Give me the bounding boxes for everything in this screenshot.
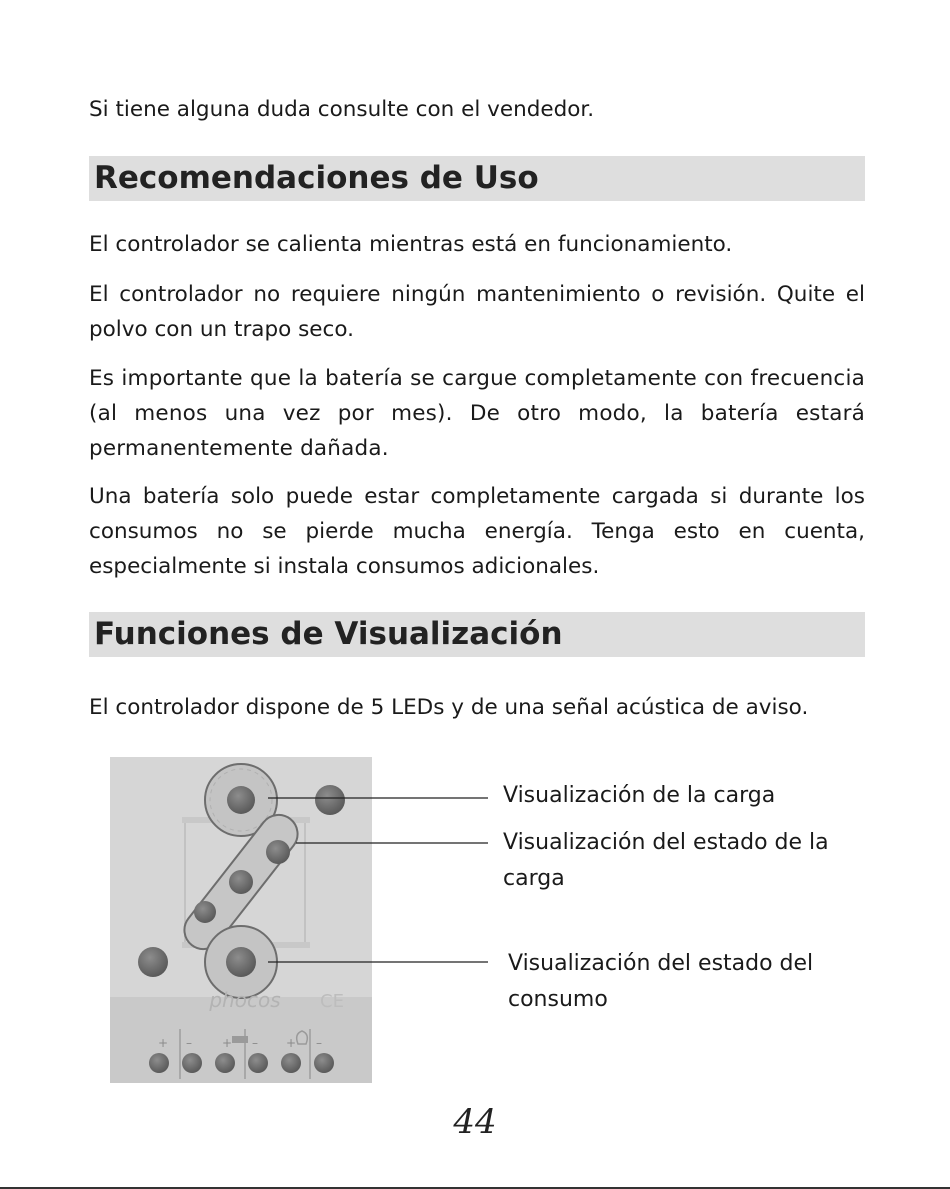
svg-text:–: – [186, 1036, 192, 1050]
callout-charge: Visualización de la carga [503, 783, 776, 808]
callout-charge-state: Visualización del estado de la carga [503, 830, 829, 891]
svg-text:–: – [252, 1036, 258, 1050]
svg-text:+: + [222, 1036, 233, 1050]
paragraph-battery-consumption: Una batería solo puede estar completamente cargada si durante los consumos no se pierde mucha energía. Tenga esto en cuenta, especialmente si instala consumos adicionales. [89, 484, 865, 579]
paragraph-leds: El controlador dispone de 5 LEDs y de una señal acústica de aviso. [89, 695, 809, 720]
section-heading-recomendaciones: Recomendaciones de Uso [89, 156, 865, 201]
section-heading-visualizacion: Funciones de Visualización [89, 612, 865, 657]
paragraph-maintenance: El controlador no requiere ningún mantenimiento o revisión. Quite el polvo con un trapo seco. [89, 282, 865, 342]
device-logo: phocos [209, 988, 281, 1012]
ce-mark: CE [320, 991, 344, 1012]
callout-load-state: Visualización del estado del consumo [508, 951, 814, 1012]
svg-text:+: + [158, 1036, 169, 1050]
paragraph-battery-charge: Es importante que la batería se cargue completamente con frecuencia (al menos una vez por mes). De otro modo, la batería estará permanentemente dañada. [89, 366, 865, 461]
page-number: 44 [453, 1102, 497, 1142]
paragraph-heat: El controlador se calienta mientras está en funcionamiento. [89, 232, 733, 257]
svg-text:–: – [316, 1036, 322, 1050]
svg-text:+: + [286, 1036, 297, 1050]
intro-text: Si tiene alguna duda consulte con el vendedor. [89, 97, 595, 122]
